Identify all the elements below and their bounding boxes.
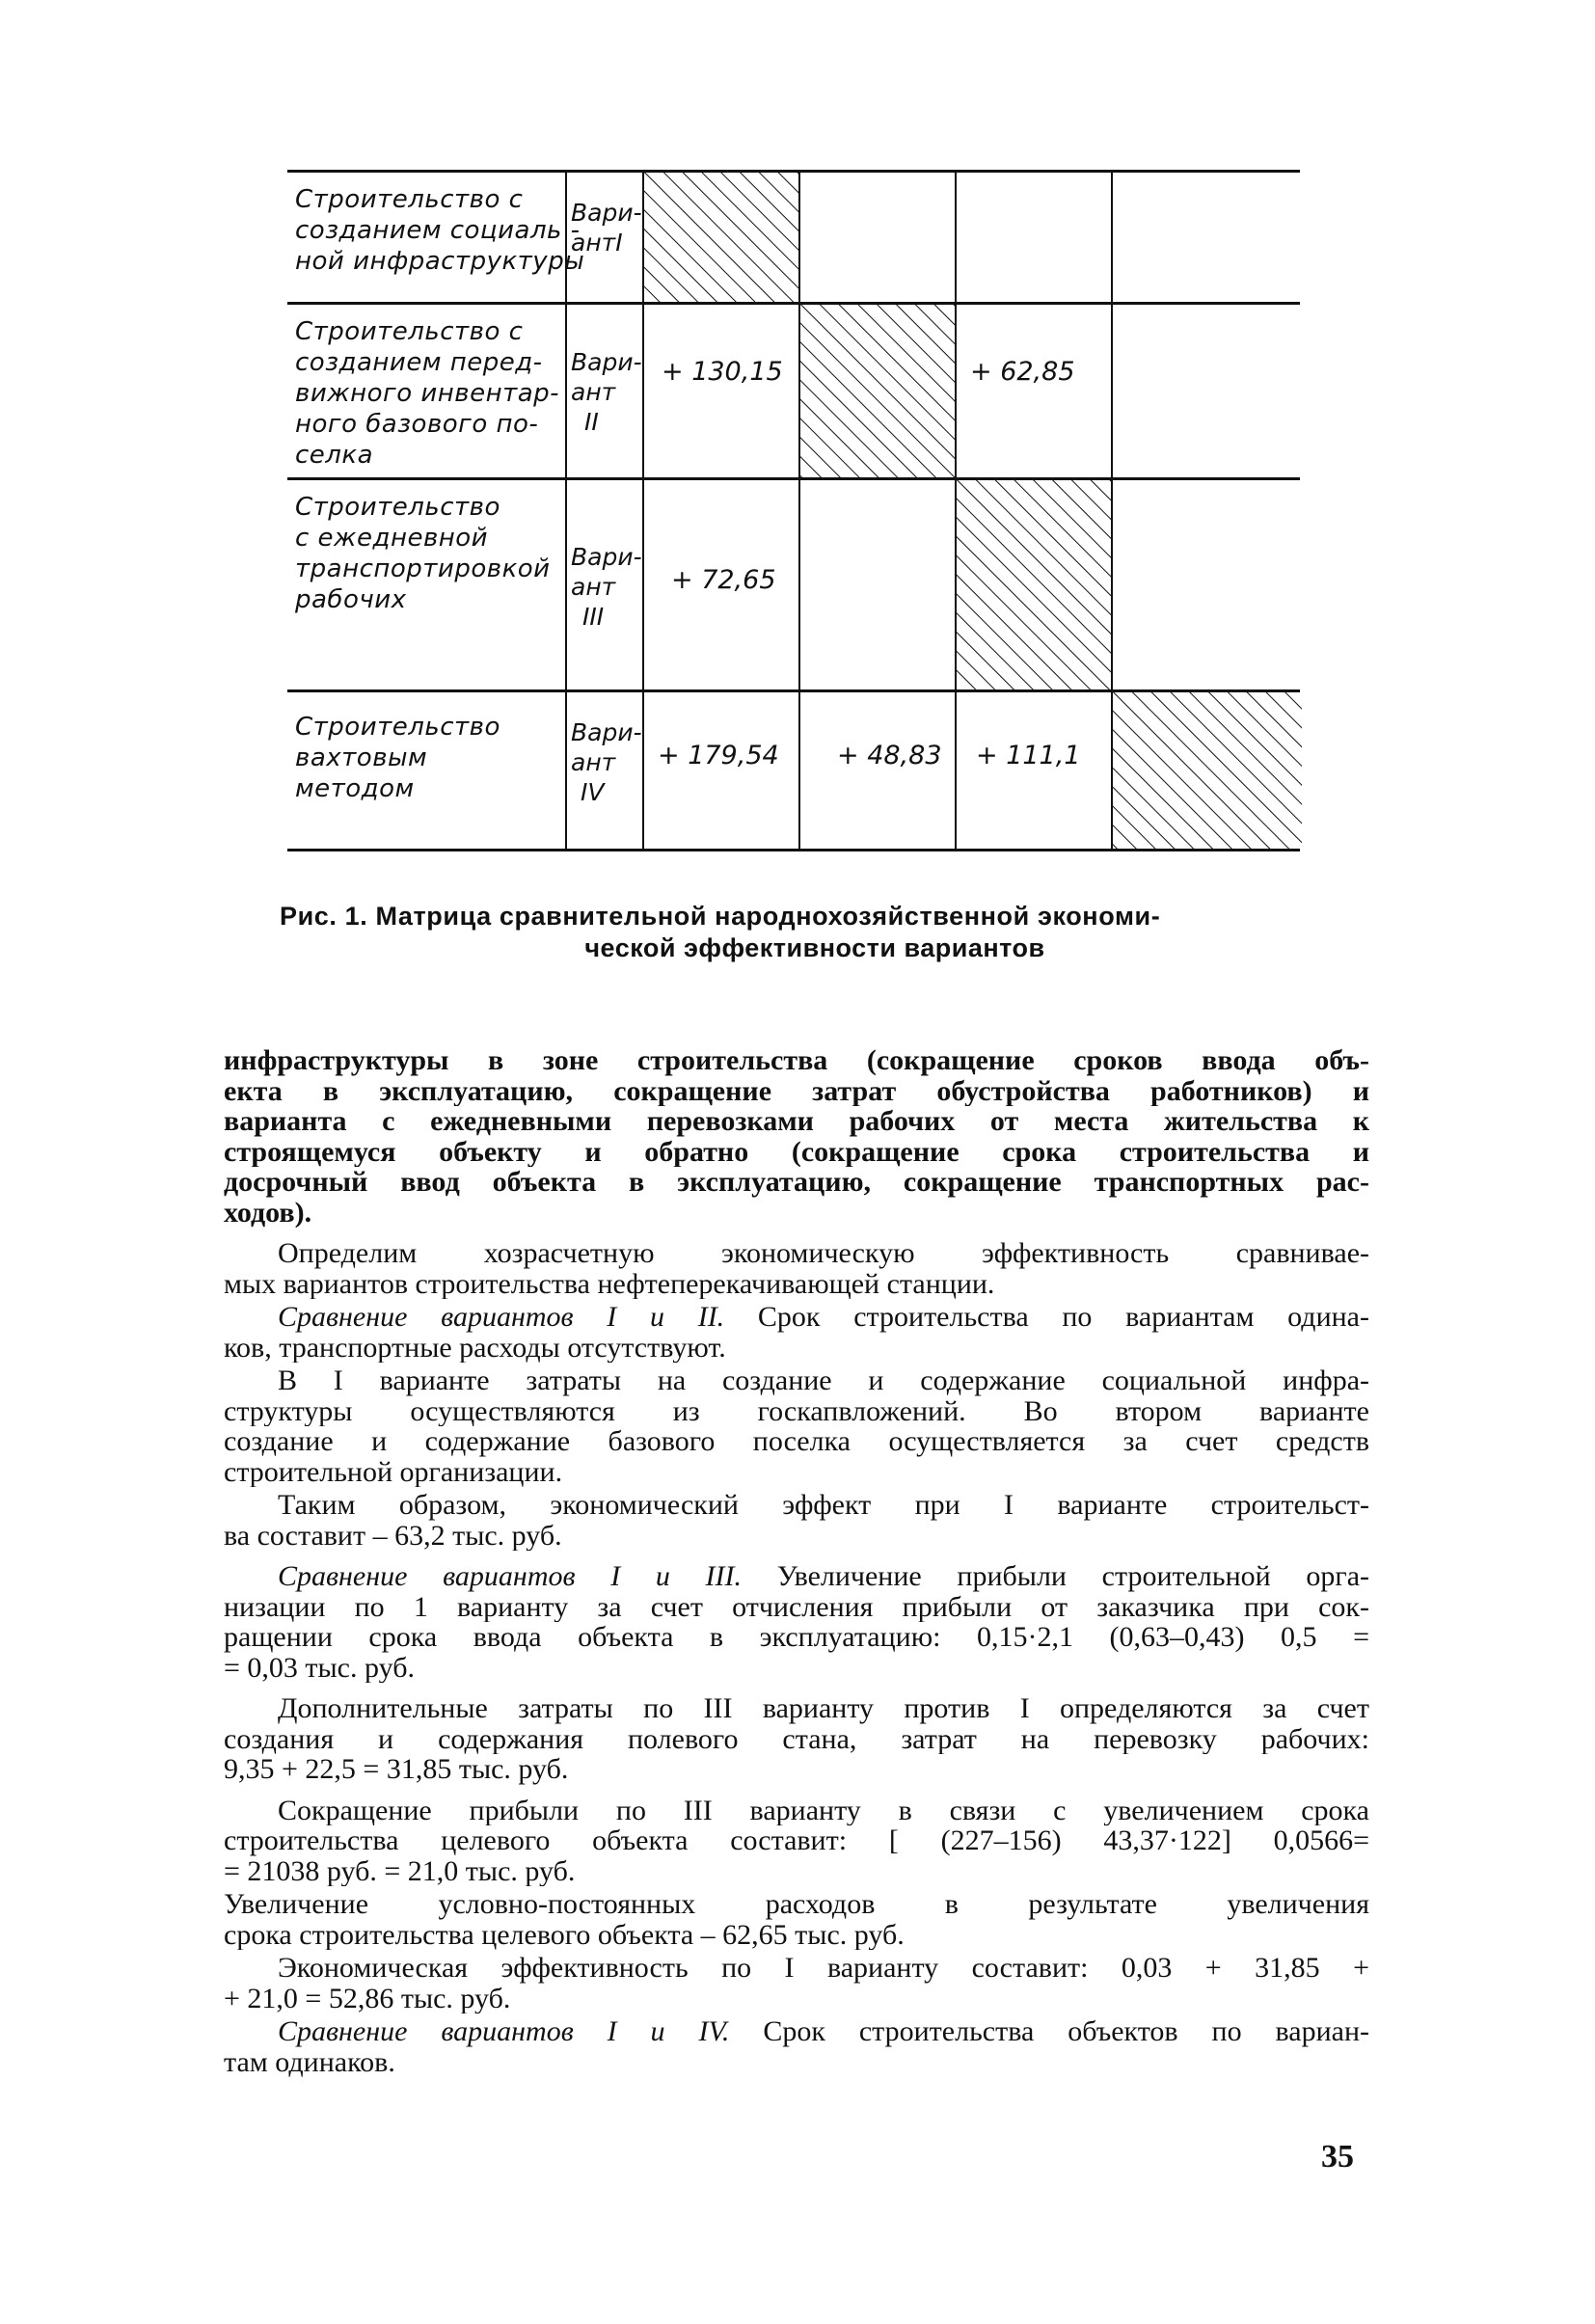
variant-label: Вари- антI <box>565 173 642 305</box>
matrix-row-variant-1 <box>287 170 1300 305</box>
paragraph: Сравнение вариантов I и III. Увеличение прибыли строительной орга- низации по 1 варианту за счет отчисления прибыли от заказчика при сок- ращении срока ввода объекта в эксплуатацию: 0,15·2,1 (0,63–0,43) 0,5 = = 0,03 тыс. руб. <box>224 1561 1369 1683</box>
value-cell <box>798 692 957 849</box>
value-cell <box>642 692 800 849</box>
paragraph: В I варианте затраты на создание и содержание социальной инфра- структуры осуществляются из госкапвложений. Во втором варианте создание и содержание базового поселка осуществляется за счет средств строительной организации. <box>224 1365 1369 1487</box>
matrix-row-variant-3 <box>287 477 1300 692</box>
variant-label: Вари- ант IV <box>565 692 642 849</box>
paragraph: Сокращение прибыли по III варианту в связи с увеличением срока строительства целевого объекта составит: [ (227–156) 43,37·122] 0,0566= = 21038 руб. = 21,0 тыс. руб. <box>224 1795 1369 1886</box>
hatched-cell <box>642 173 800 305</box>
value-variant-4-vs-1: + 179,54 <box>658 741 779 770</box>
paragraph: Дополнительные затраты по III варианту против I определяются за счет создания и содержания полевого стана, затрат на перевозку рабочих: 9,35 + 22,5 = 31,85 тыс. руб. <box>224 1693 1369 1785</box>
paragraph: Экономическая эффективность по I варианту составит: 0,03 + 31,85 + + 21,0 = 52,86 тыс. руб. <box>224 1953 1369 2013</box>
matrix-row-variant-4 <box>287 689 1300 851</box>
value-cell <box>642 305 800 480</box>
value-cell <box>642 480 800 692</box>
hatched-cell <box>798 305 957 480</box>
empty-cell <box>798 173 957 305</box>
empty-cell <box>955 173 1113 305</box>
value-variant-4-vs-3: + 111,1 <box>976 741 1081 770</box>
row-label: Строительство с созданием социаль - ной инфраструктуры <box>295 185 585 276</box>
variant-label: Вари- ант III <box>565 480 642 692</box>
value-variant-3-vs-1: + 72,65 <box>671 565 776 595</box>
hatched-cell <box>1111 692 1302 849</box>
value-variant-4-vs-2: + 48,83 <box>837 741 942 770</box>
empty-cell <box>798 480 957 692</box>
value-variant-2-vs-1: + 130,15 <box>662 357 783 387</box>
paragraph: Сравнение вариантов I и II. Срок строительства по вариантам одина- ков, транспортные расходы отсутствуют. <box>224 1302 1369 1363</box>
variant-label: Вари- ант II <box>565 305 642 480</box>
matrix-row-variant-2 <box>287 302 1300 480</box>
row-label: Строительство вахтовым методом <box>295 713 500 803</box>
page-number: 35 <box>1321 2139 1354 2175</box>
value-cell <box>955 305 1113 480</box>
paragraph: Сравнение вариантов I и IV. Срок строительства объектов по вариан- там одинаков. <box>224 2016 1369 2077</box>
value-variant-2-vs-3: + 62,85 <box>970 357 1075 387</box>
row-label: Строительство с ежедневной транспортировкой рабочих <box>295 493 551 614</box>
paragraph: инфраструктуры в зоне строительства (сокращение сроков ввода объ- екта в эксплуатацию, сокращение затрат обустройства работников) и варианта с ежедневными перевозками рабочих от места жительства к строящемуся объекту и обратно (сокращение срока строительства и досрочный ввод объекта в эксплуатацию, сокращение транспортных рас- ходов). <box>224 1045 1369 1228</box>
empty-cell <box>1111 173 1302 305</box>
paragraph: Определим хозрасчетную экономическую эффективность сравнивае- мых вариантов строительства нефтеперекачивающей станции. <box>224 1238 1369 1299</box>
empty-cell <box>1111 305 1302 480</box>
body-text <box>224 1045 1369 2080</box>
paragraph: Таким образом, экономический эффект при I варианте строительст- ва составит – 63,2 тыс. руб. <box>224 1490 1369 1551</box>
value-cell <box>955 692 1113 849</box>
comparison-matrix <box>287 170 1300 849</box>
figure-caption: Рис. 1. Матрица сравнительной народнохозяйственной экономи- ческой эффективности вариантов <box>280 902 1161 962</box>
row-label: Строительство с созданием перед- вижного инвентар- ного базового по- селка <box>295 317 560 470</box>
paragraph: Увеличение условно-постоянных расходов в результате увеличения срока строительства целевого объекта – 62,65 тыс. руб. <box>224 1889 1369 1950</box>
hatched-cell <box>955 480 1113 692</box>
empty-cell <box>1111 480 1302 692</box>
